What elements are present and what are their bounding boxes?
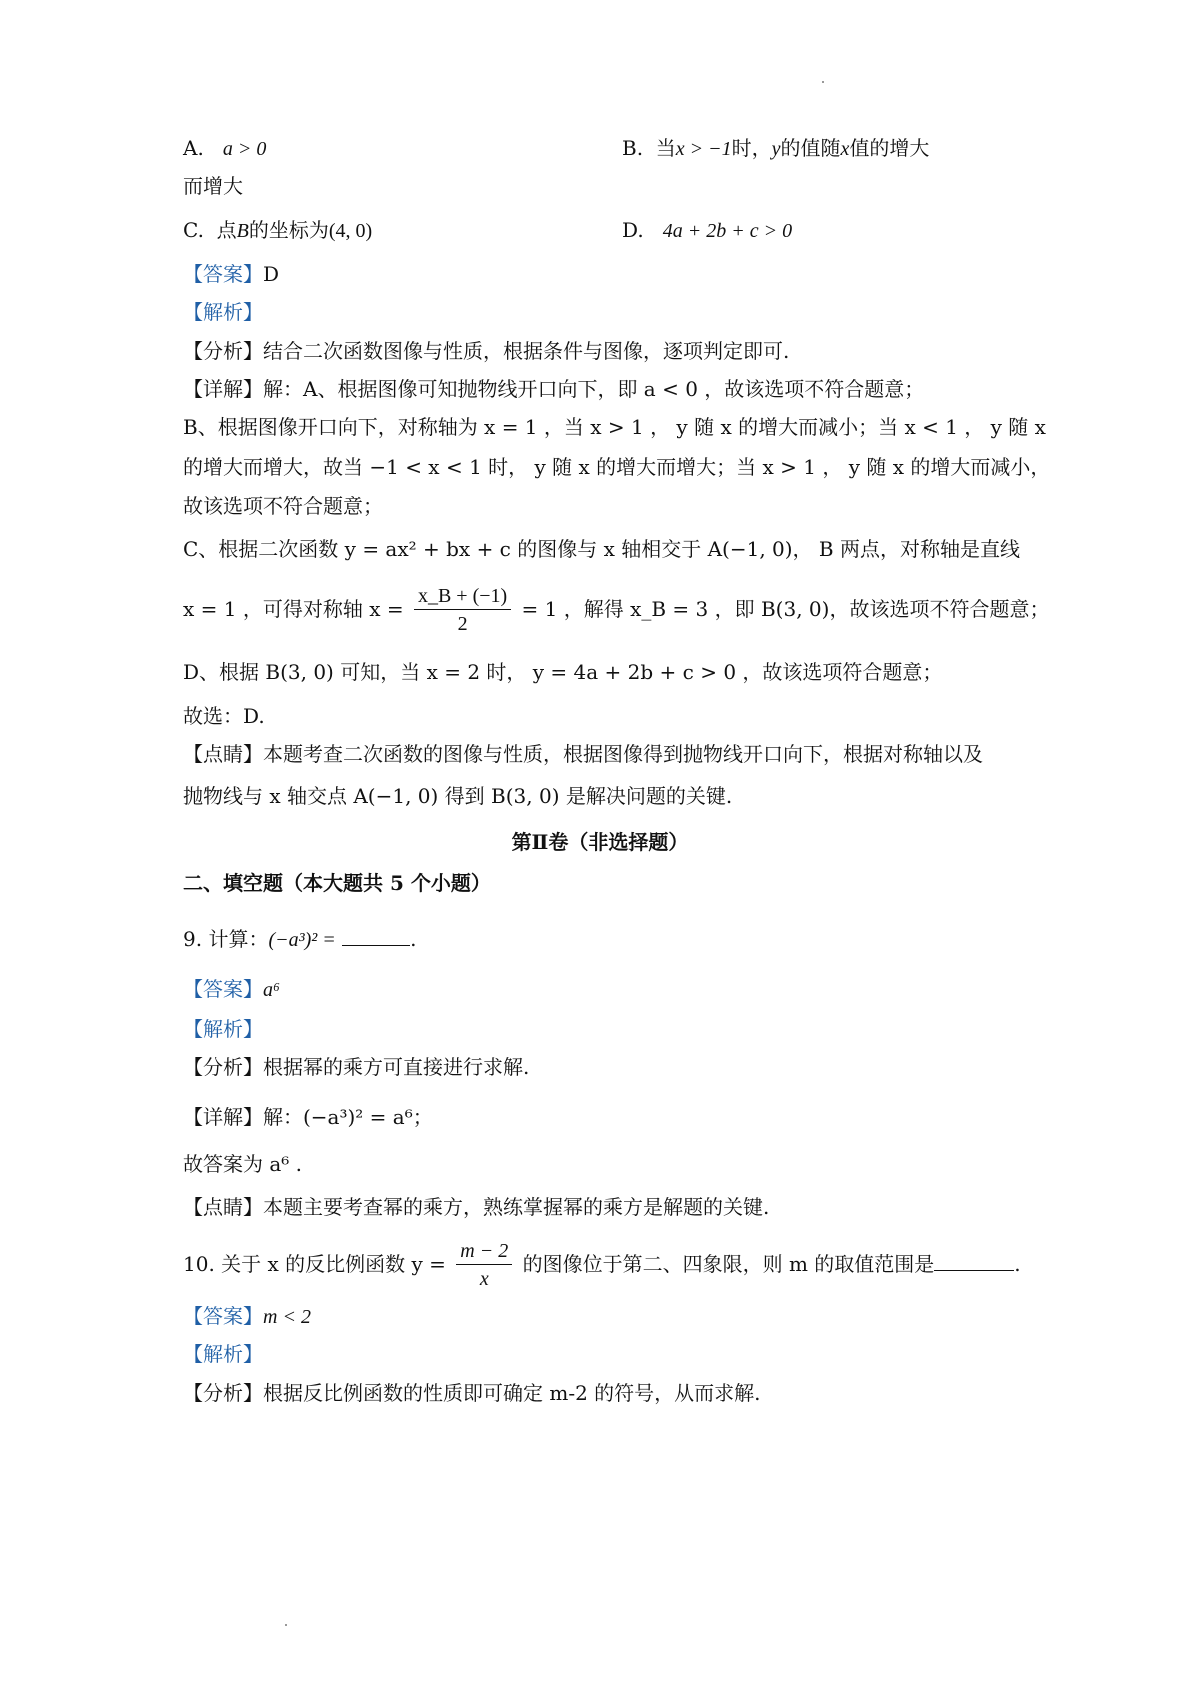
- q8-fenxi: 【分析】结合二次函数图像与性质，根据条件与图像，逐项判定即可.: [183, 339, 790, 363]
- scan-speck: [285, 1624, 287, 1626]
- q8-jiexi: 【解析】: [183, 300, 263, 324]
- q9-xiangjie: 【详解】解：(−a³)² = a⁶；: [183, 1105, 433, 1129]
- q9-dianjing: 【点睛】本题主要考查幂的乘方，熟练掌握幂的乘方是解题的关键.: [183, 1195, 770, 1219]
- q9-fenxi: 【分析】根据幂的乘方可直接进行求解.: [183, 1055, 530, 1079]
- q8-xiangjie-b1: B、根据图像开口向下，对称轴为 x = 1 ，当 x > 1 ， y 随 x 的增大而减小；当 x < 1 ， y 随 x: [183, 415, 1046, 439]
- q8-dianjing-2: 抛物线与 x 轴交点 A(−1, 0) 得到 B(3, 0) 是解决问题的关键.: [183, 784, 733, 808]
- q8-xiangjie-b2: 的增大而增大，故当 −1 < x < 1 时， y 随 x 的增大而增大；当 x > 1 ， y 随 x 的增大而减小，: [183, 455, 1051, 479]
- q8-xiangjie-a: 【详解】解：A、根据图像可知抛物线开口向下，即 a < 0 ，故该选项不符合题意；: [183, 377, 925, 401]
- q8-xiangjie-b3: 故该选项不符合题意；: [183, 494, 383, 518]
- q8-xiangjie-c1: C、根据二次函数 y = ax² + bx + c 的图像与 x 轴相交于 A(−1, 0)， B 两点，对称轴是直线: [183, 537, 1020, 561]
- q9-guda: 故答案为 a⁶ .: [183, 1152, 303, 1176]
- option-b: B. 当x > −1时，y的值随x值的增大: [622, 136, 930, 160]
- q8-xiangjie-d: D、根据 B(3, 0) 可知，当 x = 2 时， y = 4a + 2b + c > 0 ，故该选项符合题意；: [183, 660, 943, 684]
- q8-xiangjie-c2: x = 1 ，可得对称轴 x = $\frac{x\_B + (-1)}{2}$ = 1 ，解得 x_B = 3 ，即 B(3, 0)，故该选项不符合题意；: [183, 581, 1050, 638]
- q10-jiexi: 【解析】: [183, 1342, 263, 1366]
- option-a: A. a > 0: [183, 136, 267, 160]
- q9-answer-blank: [342, 927, 410, 946]
- q9-stem: 9. 计算：(−a³)² = .: [183, 927, 417, 951]
- symmetry-axis-fraction: $\frac{x\_B + (-1)}{2}$: [414, 583, 511, 638]
- section-part-heading: 二、填空题（本大题共 5 个小题）: [183, 871, 491, 895]
- option-c: C. 点B的坐标为(4, 0): [183, 218, 373, 242]
- q9-answer: 【答案】a⁶: [183, 977, 280, 1001]
- q8-answer: 【答案】D: [183, 262, 280, 286]
- q10-stem: 10. 关于 x 的反比例函数 y = $\frac{m - 2}{x}$ 的图像位于第二、四象限，则 m 的取值范围是 .: [183, 1236, 1050, 1293]
- q10-fenxi: 【分析】根据反比例函数的性质即可确定 m-2 的符号，从而求解.: [183, 1381, 761, 1405]
- option-b-continued: 而增大: [183, 174, 243, 198]
- q10-function-fraction: $\frac{m - 2}{x}$: [456, 1238, 512, 1293]
- q10-answer: 【答案】m < 2: [183, 1304, 311, 1328]
- q9-jiexi: 【解析】: [183, 1017, 263, 1041]
- option-d: D. 4a + 2b + c > 0: [622, 218, 793, 242]
- q10-answer-blank: [934, 1252, 1014, 1271]
- scan-speck: [822, 81, 824, 83]
- q8-guxuan: 故选：D.: [183, 704, 265, 728]
- q8-dianjing-1: 【点睛】本题考查二次函数的图像与性质，根据图像得到抛物线开口向下，根据对称轴以及: [183, 742, 983, 766]
- section-title: 第Ⅱ卷（非选择题）: [511, 830, 689, 854]
